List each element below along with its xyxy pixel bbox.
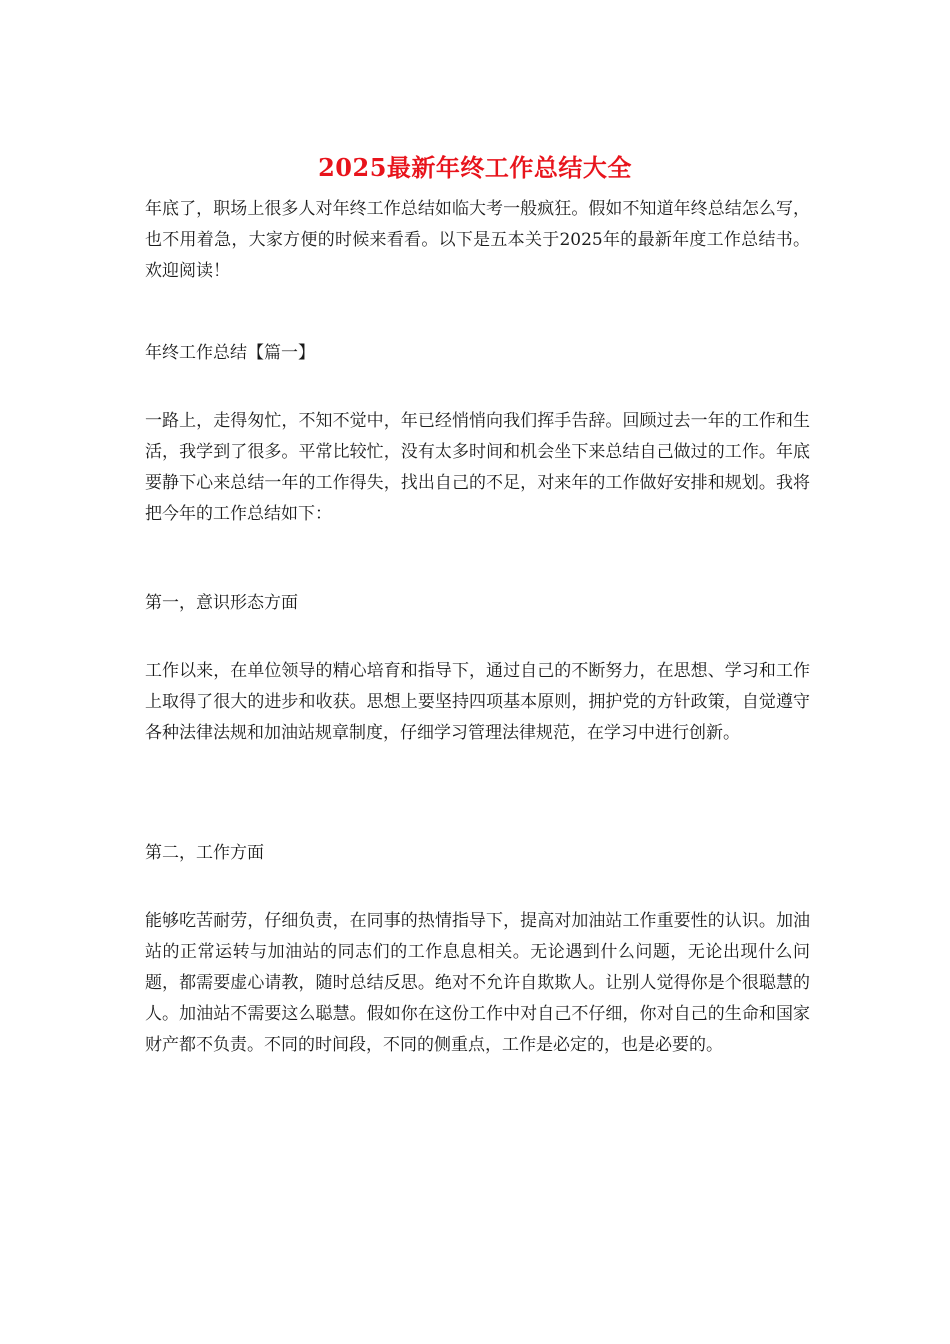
document-title: 2025最新年终工作总结大全 <box>318 153 632 182</box>
paragraph-2: 工作以来，在单位领导的精心培育和指导下，通过自己的不断努力，在思想、学习和工作上取得了很大的进步和收获。思想上要坚持四项基本原则，拥护党的方针政策，自觉遵守各种法律法规和加油站规章制度，仔细学习管理法律规范，在学习中进行创新。 <box>145 661 810 743</box>
heading-ideology: 第一，意识形态方面 <box>145 593 298 613</box>
heading-work: 第二，工作方面 <box>145 843 264 863</box>
paragraph-3: 能够吃苦耐劳，仔细负责，在同事的热情指导下，提高对加油站工作重要性的认识。加油站的正常运转与加油站的同志们的工作息息相关。无论遇到什么问题，无论出现什么问题，都需要虚心请教，随时总结反思。绝对不允许自欺欺人。让别人觉得你是个很聪慧的人。加油站不需要这么聪慧。假如你在这份工作中对自己不仔细，你对自己的生命和国家财产都不负责。不同的时间段，不同的侧重点，工作是必定的，也是必要的。 <box>145 911 810 1055</box>
paragraph-1: 一路上，走得匆忙，不知不觉中，年已经悄悄向我们挥手告辞。回顾过去一年的工作和生活，我学到了很多。平常比较忙，没有太多时间和机会坐下来总结自己做过的工作。年底要静下心来总结一年的工作得失，找出自己的不足，对来年的工作做好安排和规划。我将把今年的工作总结如下： <box>145 411 810 524</box>
section-heading: 年终工作总结【篇一】 <box>145 343 315 363</box>
intro-paragraph: 年底了，职场上很多人对年终工作总结如临大考一般疯狂。假如不知道年终总结怎么写，也不用着急，大家方便的时候来看看。以下是五本关于2025年的最新年度工作总结书。欢迎阅读！ <box>145 199 810 281</box>
